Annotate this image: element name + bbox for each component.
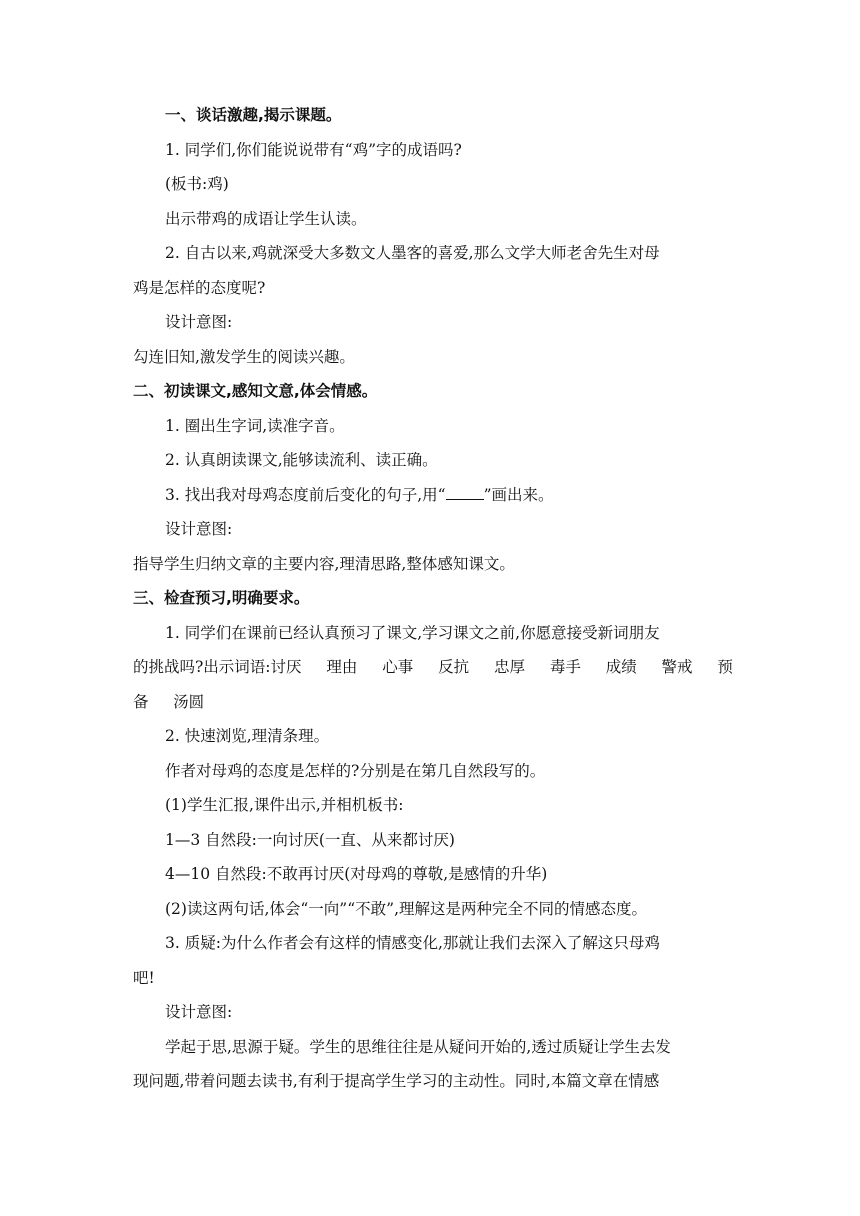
- vocab-word: 忠厚: [493, 658, 525, 676]
- design-intent-label-2: 设计意图:: [165, 520, 233, 538]
- section-heading-3: 三、检查预习,明确要求。: [133, 589, 310, 607]
- question-1: 1. 同学们,你们能说说带有“鸡”字的成语吗?: [165, 140, 462, 159]
- underline-blank: [446, 485, 484, 500]
- student-report: (1)学生汇报,课件出示,并相机板书:: [165, 796, 404, 814]
- task-3: [133, 478, 733, 513]
- design-intent-text-2: 指导学生归纳文章的主要内容,理清思路,整体感知课文。: [133, 554, 515, 573]
- vocab-word: 警戒: [661, 658, 693, 676]
- show-idioms: 出示带鸡的成语让学生认读。: [165, 209, 367, 228]
- question-2-line-1: 2. 自古以来,鸡就深受大多数文人墨客的喜爱,那么文学大师老舍先生对母: [165, 244, 660, 262]
- vocab-word: 成绩: [605, 658, 637, 676]
- vocab-word: 反抗: [438, 658, 470, 676]
- task-3-before: 3. 找出我对母鸡态度前后变化的句子,用“: [165, 485, 446, 504]
- design-intent-text-3-line-2: 现问题,带着问题去读书,有利于提高学生学习的主动性。同时,本篇文章在情感: [133, 1072, 660, 1090]
- section-heading-1: 一、谈话激趣,揭示课题。: [165, 106, 342, 124]
- vocab-word: 毒手: [549, 658, 581, 676]
- vocab-word: 预: [717, 658, 733, 676]
- question-2-line-2: 鸡是怎样的态度呢?: [133, 278, 266, 297]
- task-2: 2. 认真朗读课文,能够读流利、读正确。: [165, 451, 438, 469]
- vocab-word: 心事: [382, 658, 414, 676]
- vocab-prefix: 的挑战吗?出示词语:讨厌: [133, 658, 302, 676]
- check-item-2: 2. 快速浏览,理清条理。: [165, 727, 330, 745]
- design-intent-label-1: 设计意图:: [165, 313, 233, 331]
- vocab-word: 备: [133, 692, 149, 711]
- check-item-3-line-2: 吧!: [133, 968, 155, 987]
- paragraph-summary-a: 1—3 自然段:一向讨厌(一直、从来都讨厌): [165, 830, 455, 849]
- read-sentences: (2)读这两句话,体会“一向”“不敢”,理解这是两种完全不同的情感态度。: [165, 899, 648, 918]
- check-item-1-line-1: 1. 同学们在课前已经认真预习了课文,学习课文之前,你愿意接受新词朋友: [165, 623, 660, 642]
- section-heading-2: 二、初读课文,感知文意,体会情感。: [133, 382, 378, 400]
- attitude-question: 作者对母鸡的态度是怎样的?分别是在第几自然段写的。: [165, 761, 546, 780]
- paragraph-summary-b: 4—10 自然段:不敢再讨厌(对母鸡的尊敬,是感情的升华): [165, 865, 548, 883]
- design-intent-label-3: 设计意图:: [165, 1003, 233, 1021]
- vocab-word: 理由: [326, 658, 358, 676]
- check-item-3-line-1: 3. 质疑:为什么作者会有这样的情感变化,那就让我们去深入了解这只母鸡: [165, 934, 660, 952]
- check-item-1-line-2: [133, 650, 733, 685]
- design-intent-text-3-line-1: 学起于思,思源于疑。学生的思维往往是从疑问开始的,透过质疑让学生去发: [165, 1037, 671, 1056]
- document-body: [133, 98, 733, 1099]
- task-1: 1. 圈出生字词,读准字音。: [165, 416, 345, 435]
- design-intent-text-1: 勾连旧知,激发学生的阅读兴趣。: [133, 347, 355, 366]
- board-note: (板书:鸡): [165, 175, 229, 193]
- check-item-1-line-3: [133, 685, 733, 720]
- task-3-after: ”画出来。: [483, 485, 554, 504]
- vocab-word: 汤圆: [173, 692, 205, 711]
